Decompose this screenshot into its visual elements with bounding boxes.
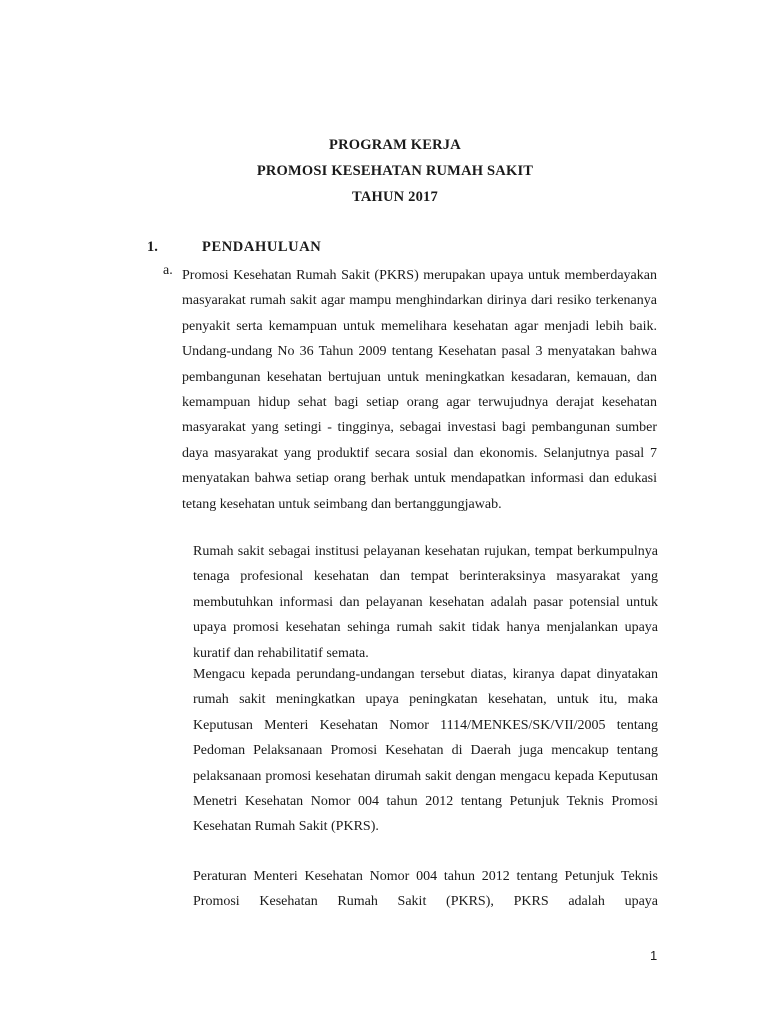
paragraph-1: Promosi Kesehatan Rumah Sakit (PKRS) merupakan upaya untuk memberdayakan masyarakat rumah sakit agar mampu menghindarkan dirinya dari resiko terkenanya penyakit serta kemampuan untuk memelihara kesehatan agar menjadi lebih baik. Undang-undang No 36 Tahun 2009 tentang Kesehatan pasal 3 menyatakan bahwa pembangunan kesehatan bertujuan untuk meningkatkan kesadaran, kemauan, dan kemampuan hidup sehat bagi setiap orang agar terwujudnya derajat kesehatan masyarakat yang setingi - tingginya, sebagai investasi bagi pembangunan sumber daya masyarakat yang produktif secara sosial dan ekonomis. Selanjutnya pasal 7 menyatakan bahwa setiap orang berhak untuk mendapatkan informasi dan edukasi tetang kesehatan untuk seimbang dan bertanggungjawab. xyxy=(182,268,657,512)
document-title-line-1: PROGRAM KERJA xyxy=(329,137,461,153)
section-heading: PENDAHULUAN xyxy=(202,239,322,255)
document-title-line-2: PROMOSI KESEHATAN RUMAH SAKIT xyxy=(256,163,534,179)
page-number: 1 xyxy=(650,948,658,963)
paragraph-3: Mengacu kepada perundang-undangan tersebut diatas, kiranya dapat dinyatakan rumah sakit meningkatkan upaya peningkatan kesehatan, untuk itu, maka Keputusan Menteri Kesehatan Nomor 1114/MENKES/SK/VII/2005 tentang Pedoman Pelaksanaan Promosi Kesehatan di Daerah juga mencakup tentang pelaksanaan promosi kesehatan dirumah sakit dengan mengacu kepada Keputusan Menetri Kesehatan Nomor 004 tahun 2012 tentang Petunjuk Teknis Promosi Kesehatan Rumah Sakit (PKRS). xyxy=(193,667,658,835)
document-title-line-3: TAHUN 2017 xyxy=(352,189,438,205)
paragraph-4: Peraturan Menteri Kesehatan Nomor 004 tahun 2012 tentang Petunjuk Teknis Promosi Kesehatan Rumah Sakit (PKRS), PKRS adalah upaya xyxy=(193,869,658,910)
paragraph-2: Rumah sakit sebagai institusi pelayanan kesehatan rujukan, tempat berkumpulnya tenaga profesional kesehatan dan tempat berinteraksinya masyarakat yang membutuhkan informasi dan pelayanan kesehatan adalah pasar potensial untuk upaya promosi kesehatan sehinga rumah sakit tidak hanya menjalankan upaya kuratif dan rehabilitatif semata. xyxy=(193,544,658,661)
section-number: 1. xyxy=(147,239,158,255)
list-item-marker: a. xyxy=(163,263,173,278)
